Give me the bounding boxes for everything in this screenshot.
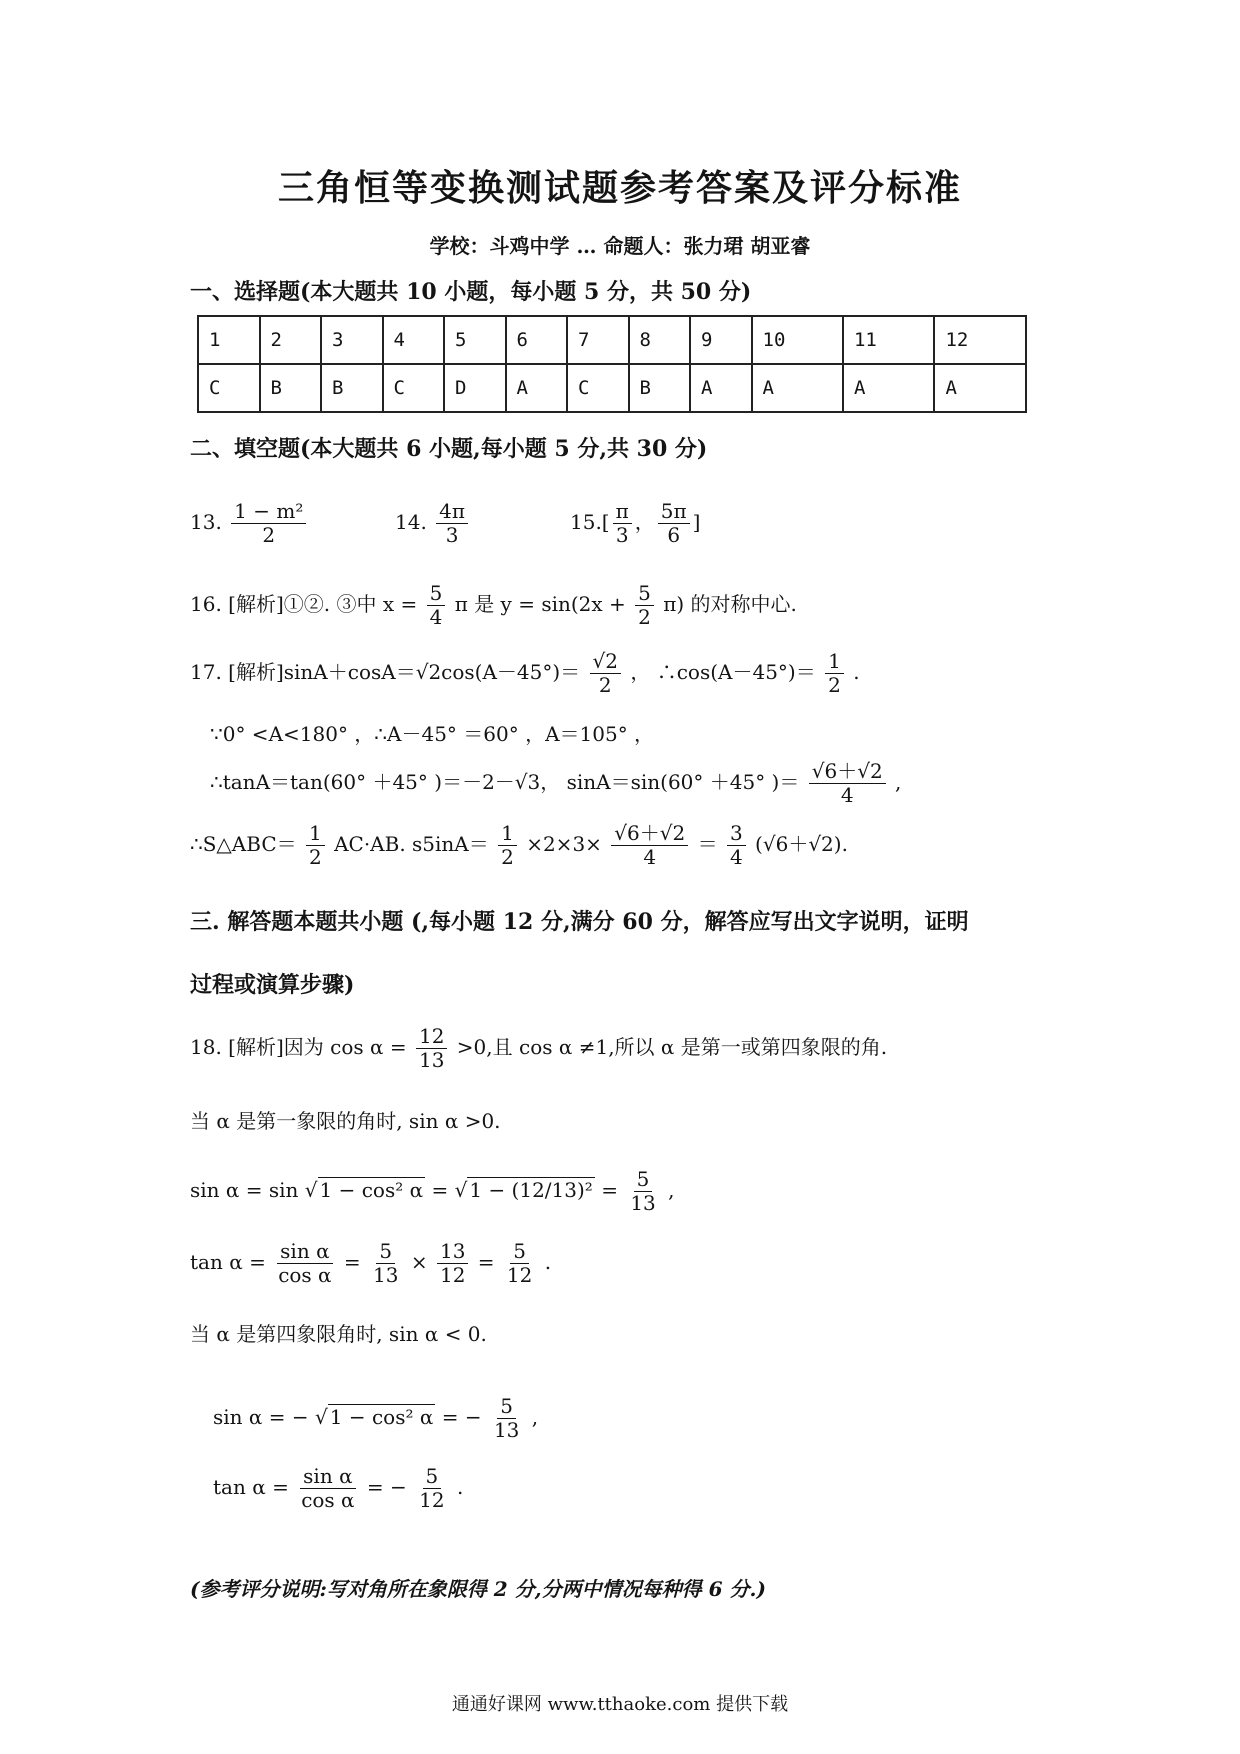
numerator: √6＋√2 (611, 822, 688, 846)
table-row-answers (198, 364, 1026, 412)
table-cell: 5 (444, 316, 506, 364)
text: = − (366, 1475, 407, 1499)
fraction (498, 822, 517, 869)
text: (√6＋√2). (755, 832, 848, 856)
denominator: 2 (638, 605, 651, 629)
numerator: sin α (277, 1240, 332, 1264)
fraction (727, 822, 746, 869)
grading-note: (参考评分说明:写对角所在象限得 2 分,分两中情况每种得 6 分.) (190, 1577, 766, 1601)
denominator: 2 (598, 673, 612, 697)
text: 17. [解析]sinA＋cosA＝√2cos(A－45°)＝ (190, 660, 581, 684)
page-title: 三角恒等变换测试题参考答案及评分标准 (277, 167, 962, 209)
fraction (627, 1168, 658, 1215)
table-cell: 4 (383, 316, 445, 364)
denominator: 12 (439, 1263, 466, 1287)
radicand: 1 − cos² α (329, 1405, 434, 1429)
text: , (668, 1178, 675, 1202)
answer-18-line-6 (213, 1395, 538, 1442)
table-cell: 9 (690, 316, 752, 364)
fraction (504, 1240, 535, 1287)
text: sin α = − (213, 1405, 309, 1429)
denominator: 13 (373, 1263, 399, 1287)
table-cell: B (260, 364, 322, 412)
answer-18-line-5: 当 α 是第四象限角时, sin α < 0. (190, 1322, 487, 1346)
answer-18-line-2: 当 α 是第一象限的角时, sin α >0. (190, 1109, 501, 1133)
fraction (306, 822, 325, 869)
denominator: 2 (828, 673, 841, 697)
text: = (431, 1178, 449, 1202)
radicand: 1 − (12/13)² (469, 1178, 593, 1202)
table-cell: C (567, 364, 629, 412)
text: ∴tanA＝tan(60° ＋45° )＝－2－√3， sinA＝sin(60° ＋45° )＝ (210, 770, 800, 794)
text: sin α = sin (190, 1178, 299, 1202)
radicand: 1 − cos² α (319, 1178, 424, 1202)
fraction (613, 500, 632, 547)
fraction (298, 1465, 357, 1512)
numerator: 1 (306, 822, 325, 846)
numerator: 13 (437, 1240, 468, 1264)
denominator: 3 (615, 523, 629, 547)
fraction (427, 582, 446, 629)
text: = (477, 1250, 495, 1274)
text: AC·AB. s5inA＝ (334, 832, 489, 856)
table-cell: 2 (260, 316, 322, 364)
separator: ， (634, 510, 655, 534)
text: tan α = (190, 1250, 266, 1274)
answer-18-line-7 (213, 1465, 463, 1512)
numerator: 5 (376, 1240, 395, 1264)
denominator: 6 (667, 523, 681, 547)
denominator: 12 (506, 1263, 533, 1287)
denominator: 4 (840, 783, 854, 807)
fraction (231, 500, 306, 547)
table-cell: 12 (934, 316, 1026, 364)
table-cell: 1 (198, 316, 260, 364)
text: >0,且 cos α ≠1,所以 α 是第一或第四象限的角. (456, 1035, 888, 1059)
answer-table (197, 315, 1027, 413)
fraction (658, 500, 690, 547)
text: ＝ (697, 832, 718, 856)
denominator: cos α (278, 1263, 332, 1287)
numerator: 1 − m² (231, 500, 306, 524)
question-label: 15.[ (570, 510, 610, 534)
numerator: 5 (427, 582, 446, 606)
denominator: 13 (418, 1048, 445, 1072)
numerator: 5 (497, 1395, 516, 1419)
section-2-heading: 二、填空题(本大题共 6 小题,每小题 5 分,共 30 分) (190, 436, 708, 462)
fraction (590, 650, 621, 697)
fraction (416, 1465, 447, 1512)
table-cell: A (843, 364, 934, 412)
fraction (416, 1025, 447, 1072)
fraction (491, 1395, 522, 1442)
fraction (370, 1240, 401, 1287)
denominator: 12 (419, 1488, 445, 1512)
numerator: π (613, 500, 632, 524)
text: . (853, 660, 860, 684)
numerator: 5π (658, 500, 690, 524)
answer-17-line-4 (190, 822, 848, 869)
text: = (601, 1178, 618, 1202)
question-label: 13. (190, 510, 222, 534)
denominator: 13 (493, 1418, 520, 1442)
text: π) 的对称中心. (663, 592, 797, 616)
text: . (544, 1250, 552, 1274)
answer-18-line-3 (190, 1168, 674, 1215)
table-cell: A (934, 364, 1026, 412)
table-cell: D (444, 364, 506, 412)
denominator: 13 (630, 1191, 656, 1215)
denominator: 2 (308, 845, 322, 869)
denominator: cos α (301, 1488, 355, 1512)
section-3-heading: 三. 解答题本题共小题 (,每小题 12 分,满分 60 分，解答应写出文字说明，证明 (190, 909, 969, 935)
numerator: 5 (510, 1240, 529, 1264)
table-cell: A (506, 364, 568, 412)
table-cell: A (752, 364, 843, 412)
text: tan α = (213, 1475, 289, 1499)
numerator: 1 (498, 822, 517, 846)
numerator: 4π (436, 500, 468, 524)
text: , (531, 1405, 539, 1429)
fraction (437, 1240, 468, 1287)
text: = (343, 1250, 361, 1274)
answer-13 (190, 500, 309, 547)
table-cell: C (198, 364, 260, 412)
table-cell: B (321, 364, 383, 412)
section-3-heading-cont: 过程或演算步骤) (190, 972, 355, 998)
fraction (635, 582, 654, 629)
answer-17-line-3 (210, 760, 901, 807)
denominator: 3 (445, 523, 459, 547)
text: π 是 y = sin(2x + (454, 592, 626, 616)
numerator: √2 (590, 650, 621, 674)
sqrt-sign: √ (304, 1178, 318, 1202)
answer-16 (190, 582, 797, 629)
numerator: 5 (635, 582, 654, 606)
footer-text: 通通好课网 www.tthaoke.com 提供下载 (451, 1694, 789, 1715)
numerator: 3 (727, 822, 746, 846)
numerator: 5 (423, 1465, 442, 1489)
text: ∴S△ABC＝ (190, 832, 297, 856)
numerator: 5 (634, 1168, 653, 1192)
question-label: 14. (395, 510, 427, 534)
table-cell: 6 (506, 316, 568, 364)
numerator: 1 (825, 650, 844, 674)
table-cell: 11 (843, 316, 934, 364)
bracket: ] (692, 510, 701, 534)
denominator: 2 (501, 845, 514, 869)
table-cell: 7 (567, 316, 629, 364)
text: ×2×3× (526, 832, 602, 856)
text: 18. [解析]因为 cos α = (190, 1035, 407, 1059)
text: = − (441, 1405, 482, 1429)
table-cell: 3 (321, 316, 383, 364)
fraction (436, 500, 468, 547)
table-cell: B (629, 364, 691, 412)
answer-17-line-1 (190, 650, 860, 697)
table-cell: C (383, 364, 445, 412)
table-cell: A (690, 364, 752, 412)
table-cell: 8 (629, 316, 691, 364)
answer-14 (395, 500, 471, 547)
fraction (825, 650, 844, 697)
numerator: sin α (300, 1465, 355, 1489)
numerator: √6＋√2 (809, 760, 886, 784)
author-line: 学校：斗鸡中学 … 命题人：张力珺 胡亚睿 (429, 234, 811, 258)
answer-17-line-2: ∵0° <A<180° ，∴A－45° ＝60° ，A＝105° ， (210, 722, 655, 746)
answer-18-line-4 (190, 1240, 551, 1287)
fraction (809, 760, 886, 807)
denominator: 4 (729, 845, 743, 869)
table-cell: 10 (752, 316, 843, 364)
fraction (275, 1240, 334, 1287)
answer-15 (570, 500, 700, 547)
text: . (456, 1475, 464, 1499)
section-1-heading: 一、选择题(本大题共 10 小题，每小题 5 分，共 50 分) (190, 279, 752, 305)
numerator: 12 (416, 1025, 447, 1049)
denominator: 4 (429, 605, 443, 629)
table-row-numbers (198, 316, 1026, 364)
text: , (895, 770, 902, 794)
text: 16. [解析]①②. ③中 x = (190, 592, 418, 616)
text: ， ∴cos(A－45°)＝ (630, 660, 816, 684)
text: × (410, 1250, 428, 1274)
fraction (611, 822, 688, 869)
sqrt-sign: √ (315, 1405, 328, 1429)
answer-18-line-1 (190, 1025, 887, 1072)
sqrt-sign: √ (454, 1178, 468, 1202)
denominator: 4 (643, 845, 657, 869)
denominator: 2 (262, 523, 276, 547)
